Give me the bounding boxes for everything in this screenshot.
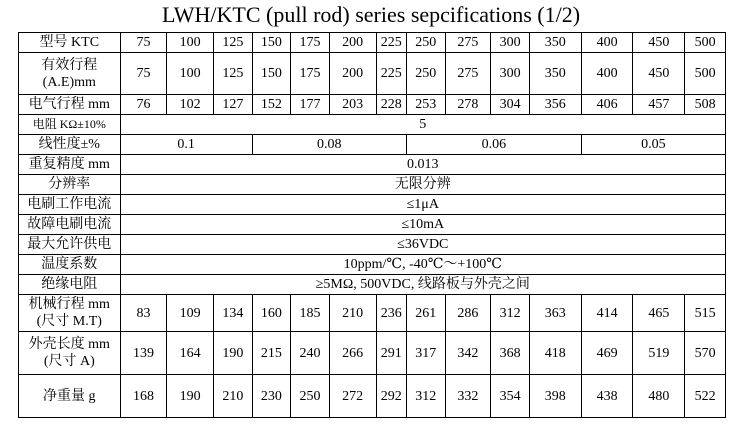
value-cell: 300 [491, 53, 530, 95]
value-cell: 508 [685, 95, 726, 115]
value-cell: 150 [252, 33, 291, 53]
row-max-supply [19, 235, 726, 255]
row-label [19, 53, 121, 95]
value-cell: 356 [529, 95, 581, 115]
value-cell: 200 [329, 33, 376, 53]
value-cell: 0.1 [120, 135, 252, 155]
value-cell: 175 [291, 53, 330, 95]
value-cell: 570 [685, 332, 726, 375]
value-cell: ≤36VDC [120, 235, 725, 255]
value-cell: 210 [329, 295, 376, 332]
row-temp-coeff [19, 255, 726, 275]
value-cell: 215 [252, 332, 291, 375]
row-label-line2: (尺寸 A) [43, 354, 95, 369]
value-cell: 312 [406, 375, 445, 418]
value-cell: 134 [214, 295, 253, 332]
page-title: LWH/KTC (pull rod) series sepcifications (1/2) [161, 2, 581, 27]
value-cell: 500 [685, 53, 726, 95]
row-label [19, 332, 121, 375]
row-label: 线性度±% [19, 135, 121, 155]
value-cell: 139 [120, 332, 167, 375]
value-cell: 350 [529, 53, 581, 95]
row-label-line2: (尺寸 M.T) [36, 314, 102, 329]
row-label: 电刷工作电流 [19, 195, 121, 215]
value-cell: 236 [376, 295, 406, 332]
value-cell: 266 [329, 332, 376, 375]
value-cell: 160 [252, 295, 291, 332]
row-model [19, 33, 726, 53]
value-cell: 无限分辨 [120, 175, 725, 195]
value-cell: 469 [581, 332, 633, 375]
value-cell: 368 [491, 332, 530, 375]
row-label: 分辨率 [19, 175, 121, 195]
value-cell: ≤1μA [120, 195, 725, 215]
value-cell: 342 [445, 332, 491, 375]
value-cell: 317 [406, 332, 445, 375]
value-cell: 0.06 [406, 135, 581, 155]
value-cell: 230 [252, 375, 291, 418]
row-fault-current [19, 215, 726, 235]
value-cell: 150 [252, 53, 291, 95]
value-cell: 125 [214, 33, 253, 53]
value-cell: 109 [167, 295, 214, 332]
value-cell: 457 [633, 95, 685, 115]
value-cell: 125 [214, 53, 253, 95]
value-cell: 190 [214, 332, 253, 375]
value-cell: 127 [214, 95, 253, 115]
row-label: 重复精度 mm [19, 155, 121, 175]
value-cell: 406 [581, 95, 633, 115]
value-cell: 102 [167, 95, 214, 115]
row-net-weight [19, 375, 726, 418]
value-cell: 75 [120, 53, 167, 95]
value-cell: 400 [581, 53, 633, 95]
value-cell: 398 [529, 375, 581, 418]
row-label-line1: 外壳长度 mm [28, 337, 110, 352]
row-label [19, 295, 121, 332]
value-cell: 0.013 [120, 155, 725, 175]
value-cell: 414 [581, 295, 633, 332]
value-cell: 350 [529, 33, 581, 53]
row-effective-travel [19, 53, 726, 95]
value-cell: 250 [291, 375, 330, 418]
value-cell: 418 [529, 332, 581, 375]
value-cell: 515 [685, 295, 726, 332]
value-cell: 76 [120, 95, 167, 115]
value-cell: 5 [120, 115, 725, 135]
value-cell: 168 [120, 375, 167, 418]
value-cell: 250 [406, 53, 445, 95]
value-cell: 300 [491, 33, 530, 53]
value-cell: ≤10mA [120, 215, 725, 235]
value-cell: 261 [406, 295, 445, 332]
row-label: 型号 KTC [19, 33, 121, 53]
value-cell: 185 [291, 295, 330, 332]
value-cell: 250 [406, 33, 445, 53]
value-cell: 450 [633, 33, 685, 53]
row-label: 电气行程 mm [19, 95, 121, 115]
value-cell: 100 [167, 53, 214, 95]
row-label: 电阻 KΩ±10% [19, 115, 121, 135]
row-label-line1: 有效行程 [41, 57, 98, 73]
row-label-line2: (A.E)mm [42, 74, 96, 90]
row-mechanical-travel [19, 295, 726, 332]
value-cell: 363 [529, 295, 581, 332]
value-cell: 175 [291, 33, 330, 53]
value-cell: 210 [214, 375, 253, 418]
value-cell: 275 [445, 33, 491, 53]
value-cell: 275 [445, 53, 491, 95]
value-cell: 450 [633, 53, 685, 95]
value-cell: 190 [167, 375, 214, 418]
value-cell: 291 [376, 332, 406, 375]
value-cell: 278 [445, 95, 491, 115]
value-cell: 0.05 [581, 135, 725, 155]
row-label: 故障电刷电流 [19, 215, 121, 235]
value-cell: 522 [685, 375, 726, 418]
value-cell: 83 [120, 295, 167, 332]
row-linearity [19, 135, 726, 155]
row-electrical-travel [19, 95, 726, 115]
value-cell: 292 [376, 375, 406, 418]
value-cell: 75 [120, 33, 167, 53]
spec-table-body [19, 33, 726, 418]
row-label: 净重量 g [19, 375, 121, 418]
value-cell: 500 [685, 33, 726, 53]
value-cell: 177 [291, 95, 330, 115]
value-cell: 312 [491, 295, 530, 332]
row-wiper-current [19, 195, 726, 215]
value-cell: 332 [445, 375, 491, 418]
row-label: 温度系数 [19, 255, 121, 275]
row-insulation [19, 275, 726, 295]
row-label: 最大允许供电 [19, 235, 121, 255]
value-cell: 225 [376, 53, 406, 95]
value-cell: 253 [406, 95, 445, 115]
spec-table [18, 32, 726, 418]
value-cell: 203 [329, 95, 376, 115]
value-cell: 225 [376, 33, 406, 53]
value-cell: 228 [376, 95, 406, 115]
value-cell: 354 [491, 375, 530, 418]
value-cell: 240 [291, 332, 330, 375]
row-label: 绝缘电阻 [19, 275, 121, 295]
value-cell: 304 [491, 95, 530, 115]
value-cell: 272 [329, 375, 376, 418]
row-resolution [19, 175, 726, 195]
value-cell: ≥5MΩ, 500VDC, 线路板与外壳之间 [120, 275, 725, 295]
value-cell: 438 [581, 375, 633, 418]
value-cell: 164 [167, 332, 214, 375]
value-cell: 0.08 [252, 135, 406, 155]
value-cell: 10ppm/℃, -40℃～+100℃ [120, 255, 725, 275]
row-housing-length [19, 332, 726, 375]
row-label-line1: 机械行程 mm [28, 297, 110, 312]
row-resistance [19, 115, 726, 135]
value-cell: 519 [633, 332, 685, 375]
value-cell: 152 [252, 95, 291, 115]
row-repeatability [19, 155, 726, 175]
value-cell: 200 [329, 53, 376, 95]
value-cell: 480 [633, 375, 685, 418]
value-cell: 400 [581, 33, 633, 53]
value-cell: 286 [445, 295, 491, 332]
value-cell: 100 [167, 33, 214, 53]
value-cell: 465 [633, 295, 685, 332]
